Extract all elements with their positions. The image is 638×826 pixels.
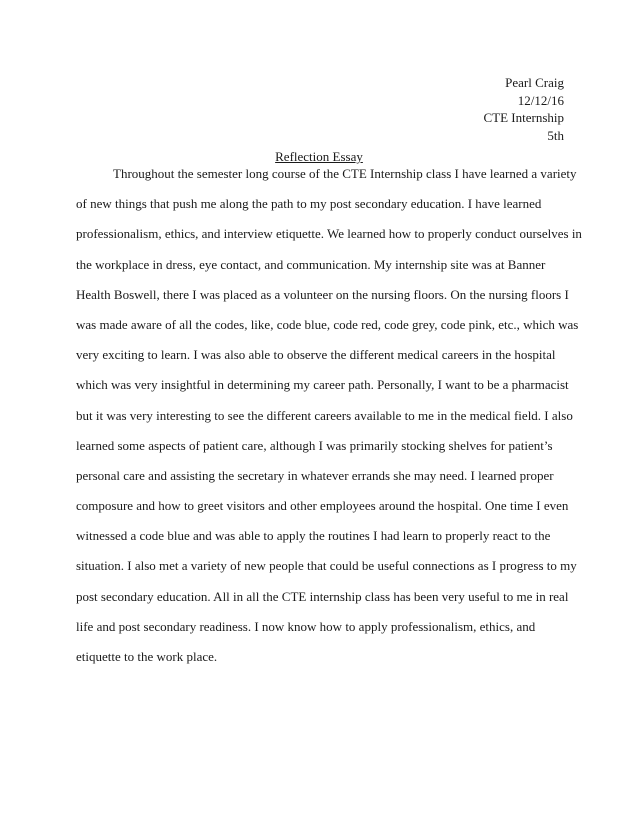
body-line: personal care and assisting the secretary in whatever errands she may need. I learned proper: [76, 467, 554, 483]
author-name: Pearl Craig: [505, 75, 564, 90]
body-line: composure and how to greet visitors and other employees around the hospital. One time I even: [76, 498, 569, 514]
essay-title: [0, 149, 638, 165]
essay-body: [76, 166, 582, 679]
course-name: CTE Internship: [483, 110, 564, 125]
document-date: 12/12/16: [517, 92, 564, 108]
body-line: Throughout the semester long course of the CTE Internship class I have learned a variety: [113, 166, 577, 181]
class-period: 5th: [547, 127, 564, 143]
body-line: Health Boswell, there I was placed as a volunteer on the nursing floors. On the nursing floors I: [76, 286, 569, 302]
body-line: etiquette to the work place.: [76, 649, 218, 664]
header-block: [483, 74, 564, 144]
body-line: professionalism, ethics, and interview etiquette. We learned how to properly conduct ourselves in: [76, 226, 582, 242]
body-line: the workplace in dress, eye contact, and communication. My internship site was at Banner: [76, 256, 546, 272]
body-line: which was very insightful in determining my career path. Personally, I want to be a pharmacist: [76, 377, 569, 393]
body-line: was made aware of all the codes, like, code blue, code red, code grey, code pink, etc., which was: [76, 316, 579, 332]
body-line: life and post secondary readiness. I now know how to apply professionalism, ethics, and: [76, 618, 536, 634]
body-line: situation. I also met a variety of new people that could be useful connections as I progress to my: [76, 558, 577, 574]
body-line: post secondary education. All in all the CTE internship class has been very useful to me in real: [76, 588, 569, 604]
body-line: very exciting to learn. I was also able to observe the different medical careers in the hospital: [76, 347, 556, 363]
body-line: but it was very interesting to see the different careers available to me in the medical field. I also: [76, 407, 573, 423]
body-line: of new things that push me along the path to my post secondary education. I have learned: [76, 196, 542, 212]
body-line: witnessed a code blue and was able to apply the routines I had learn to properly react to the: [76, 528, 551, 544]
body-line: learned some aspects of patient care, although I was primarily stocking shelves for patient’s: [76, 437, 553, 453]
essay-title-text: Reflection Essay: [275, 149, 363, 164]
